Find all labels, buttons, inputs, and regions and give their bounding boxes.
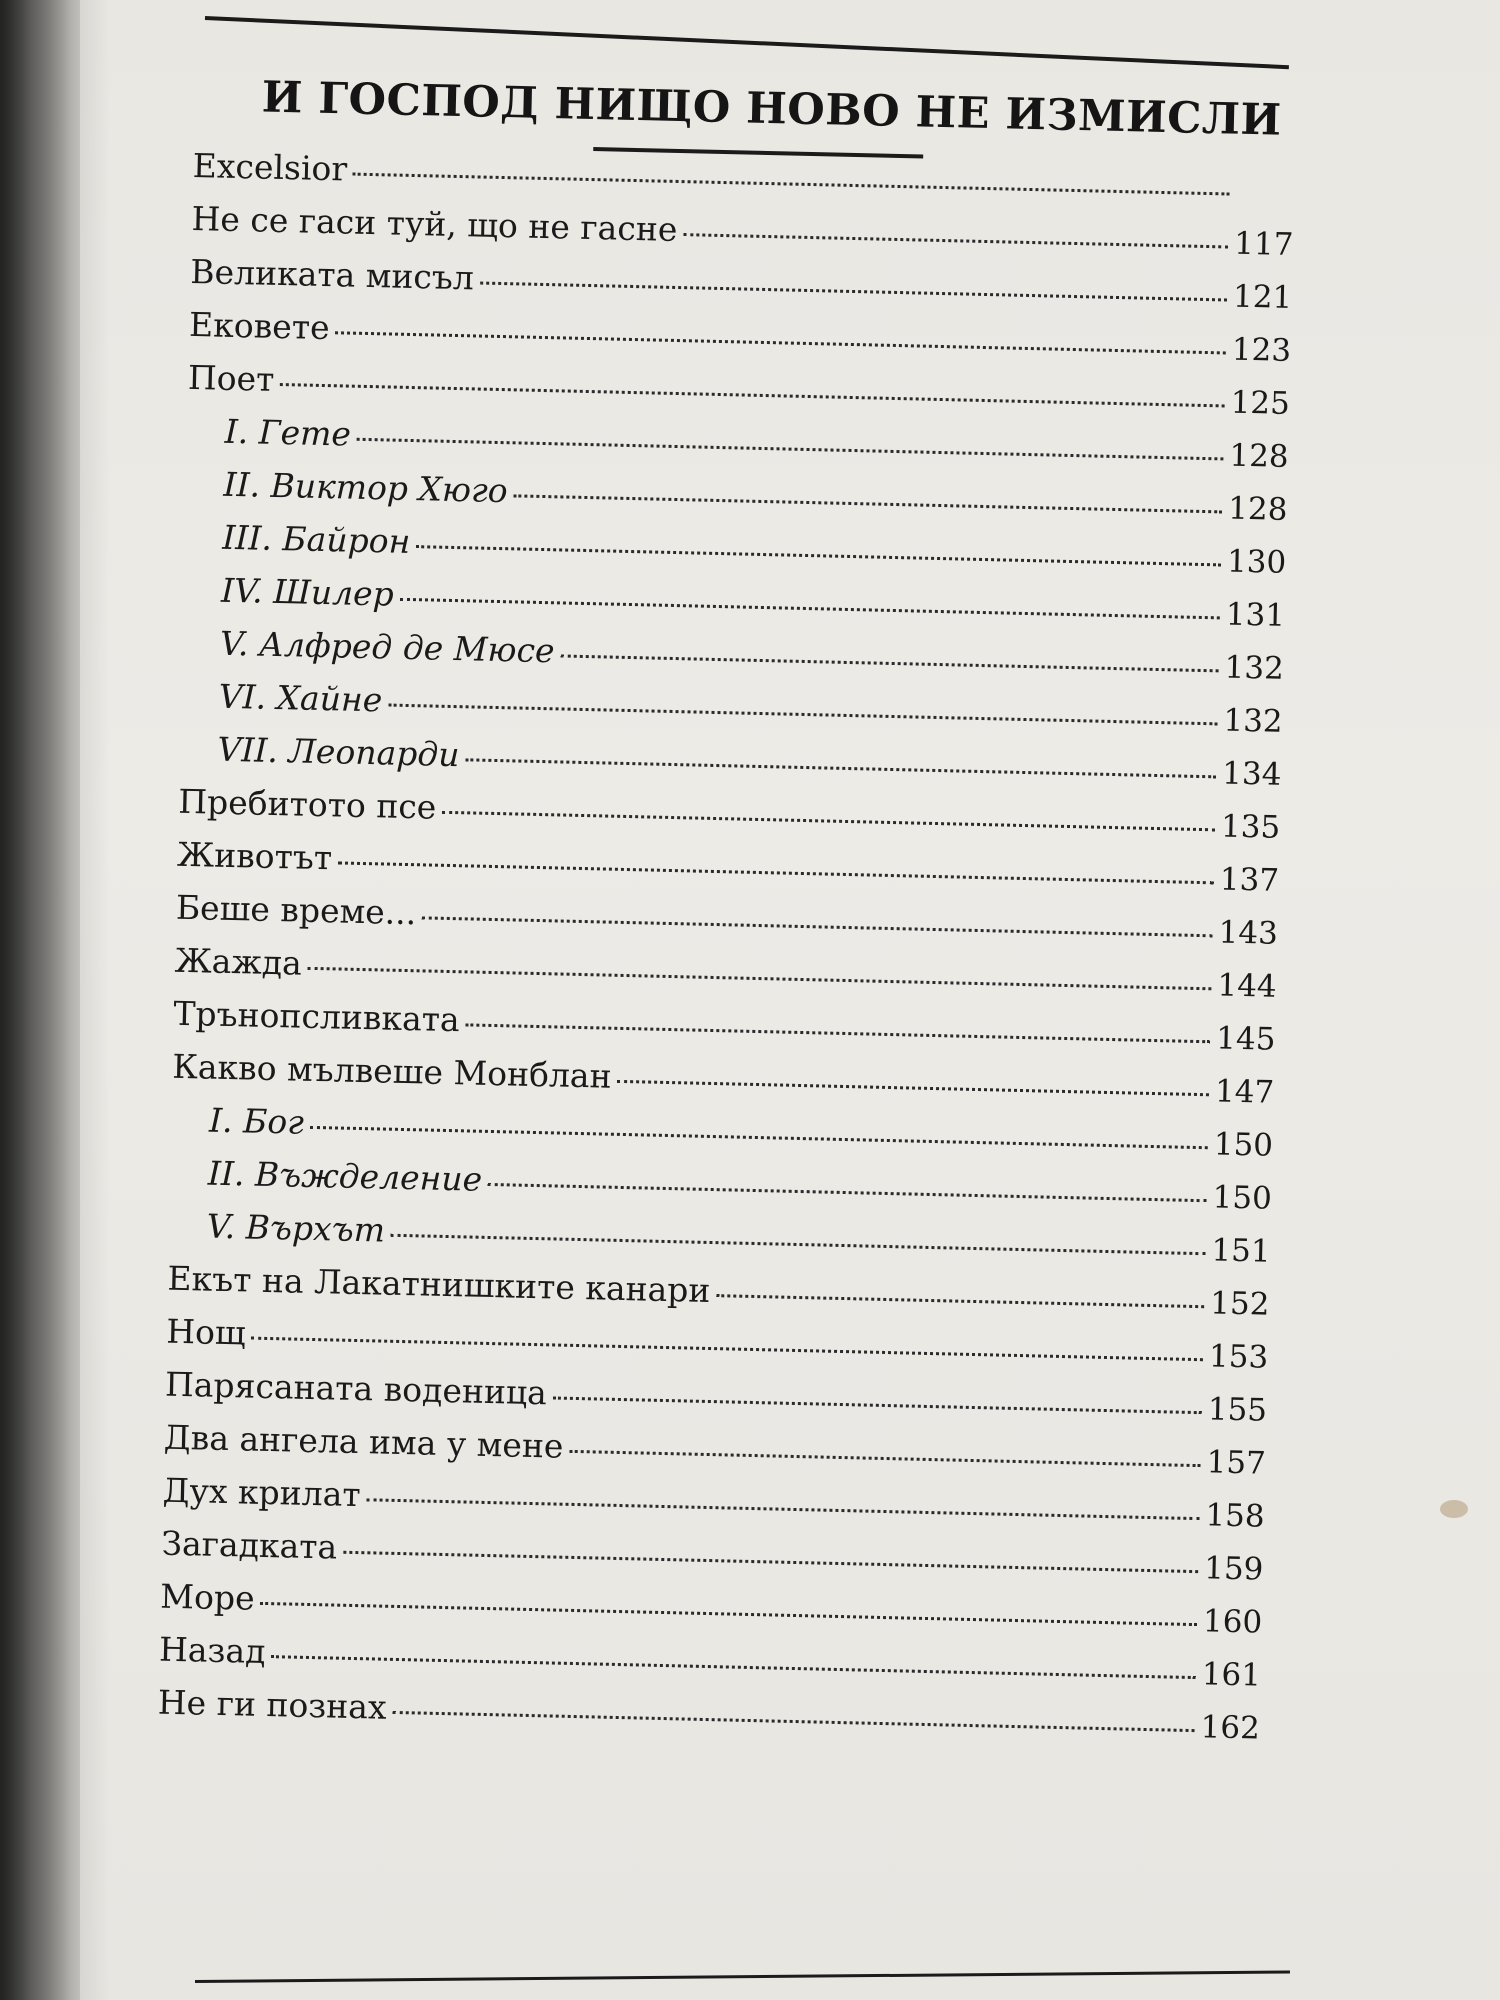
toc-page-number: 132 [1224, 649, 1285, 687]
toc-page-number: 143 [1218, 914, 1279, 952]
toc-entry-title: Два ангела има у мене [163, 1417, 564, 1466]
dot-leader [513, 494, 1222, 513]
toc-entry-title: Ековете [188, 304, 331, 348]
dot-leader [465, 758, 1216, 778]
toc-page-number: 130 [1226, 543, 1287, 581]
toc-page-number: 132 [1223, 702, 1284, 740]
toc-entry-title: VII. Леопарди [217, 729, 460, 775]
toc-entry-title: IV. Шилер [220, 570, 395, 614]
toc-entry-title: I. Гете [224, 411, 352, 454]
toc-page-number: 150 [1212, 1179, 1273, 1217]
toc-page-number: 145 [1215, 1020, 1276, 1058]
toc-entry-title: Какво мълвеше Монблан [171, 1046, 613, 1096]
toc-entry-title: Excelsior [192, 145, 348, 189]
dot-leader [553, 1396, 1202, 1414]
dot-leader [466, 1023, 1211, 1043]
toc-entry-title: Трънопсливката [173, 993, 461, 1040]
dot-leader [480, 282, 1227, 302]
dot-leader [338, 861, 1214, 884]
dot-leader [400, 598, 1220, 620]
dot-leader [367, 1498, 1200, 1520]
section-title: И ГОСПОД НИЩО НОВО НЕ ИЗМИСЛИ [261, 72, 1283, 146]
dot-leader [416, 545, 1221, 566]
toc-page-number: 121 [1232, 278, 1293, 316]
toc-page-number: 131 [1225, 596, 1286, 634]
toc-page-number: 162 [1200, 1709, 1261, 1747]
toc-entry-title: II. Въжделение [207, 1153, 483, 1199]
toc-page-number: 147 [1214, 1073, 1275, 1111]
toc-page-number: 159 [1203, 1550, 1264, 1588]
dot-leader [353, 173, 1229, 196]
toc-page-number: 160 [1202, 1603, 1263, 1641]
dot-leader [392, 1711, 1194, 1732]
toc-page-number [1235, 201, 1287, 202]
toc-entry-title: III. Байрон [221, 517, 411, 562]
dot-leader [388, 704, 1217, 726]
toc-entry-title: Поет [187, 357, 275, 399]
dot-leader [280, 383, 1224, 407]
toc-page-number: 117 [1233, 225, 1294, 263]
dot-leader [488, 1183, 1207, 1202]
dot-leader [442, 811, 1215, 832]
paper-stain [1440, 1500, 1468, 1518]
toc-page-number: 161 [1201, 1656, 1262, 1694]
toc-entry-title: Не се гаси туй, що не гасне [191, 198, 678, 249]
toc-entry-title: Дух крилат [162, 1470, 362, 1515]
toc-entry-title: Животът [176, 834, 333, 878]
dot-leader [422, 916, 1212, 937]
dot-leader [683, 233, 1228, 248]
dot-leader [271, 1655, 1195, 1679]
toc-entry-title: Назад [158, 1629, 266, 1672]
dot-leader [569, 1450, 1200, 1467]
toc-entry-title: V. Върхът [206, 1206, 386, 1250]
toc-page-number: 135 [1220, 808, 1281, 846]
toc-entry-title: Пребитото псе [177, 781, 437, 827]
toc-page-number: 137 [1219, 861, 1280, 899]
dot-leader [310, 1126, 1208, 1149]
toc-page-number: 157 [1206, 1444, 1267, 1482]
toc-page-number: 158 [1205, 1497, 1265, 1535]
toc-entry-title: V. Алфред де Мюсе [219, 623, 556, 671]
toc-page-number: 151 [1211, 1232, 1272, 1270]
dot-leader [260, 1602, 1197, 1626]
toc-page-number: 155 [1207, 1391, 1268, 1429]
table-of-contents [157, 68, 1294, 1760]
toc-entry-title: I. Бог [208, 1100, 305, 1142]
toc-entry-title: Жажда [174, 940, 303, 983]
toc-entry-title: Беше време... [175, 887, 417, 933]
toc-page-number: 128 [1227, 490, 1288, 528]
toc-entry-title: Нощ [165, 1311, 247, 1353]
dot-leader [357, 438, 1224, 461]
toc-page-number: 150 [1213, 1126, 1274, 1164]
toc-page-number: 123 [1231, 331, 1292, 369]
toc-page-number: 152 [1209, 1285, 1270, 1323]
toc-entry-title: Не ги познах [157, 1682, 388, 1727]
toc-page-number: 153 [1208, 1338, 1269, 1376]
toc-list [157, 145, 1294, 1760]
dot-leader [617, 1080, 1209, 1096]
dot-leader [716, 1294, 1204, 1308]
dot-leader [308, 967, 1212, 991]
dot-leader [560, 654, 1218, 672]
toc-page-number: 144 [1217, 967, 1278, 1005]
toc-page-number: 134 [1221, 755, 1282, 793]
toc-entry-title: Море [159, 1576, 256, 1618]
dot-leader [251, 1337, 1202, 1362]
toc-entry-title: Загадката [161, 1523, 338, 1567]
dot-leader [343, 1551, 1198, 1573]
toc-entry-title: Екът на Лакатнишките канари [167, 1258, 711, 1311]
toc-entry-title: II. Виктор Хюго [223, 464, 509, 511]
toc-page-number: 128 [1229, 437, 1290, 475]
dot-leader [391, 1234, 1206, 1255]
toc-page-number: 125 [1230, 384, 1291, 422]
toc-entry-title: Великата мисъл [189, 251, 475, 298]
dot-leader [335, 331, 1225, 354]
toc-entry-title: Парясаната воденица [164, 1364, 548, 1413]
toc-entry-title: VI. Хайне [218, 676, 383, 720]
